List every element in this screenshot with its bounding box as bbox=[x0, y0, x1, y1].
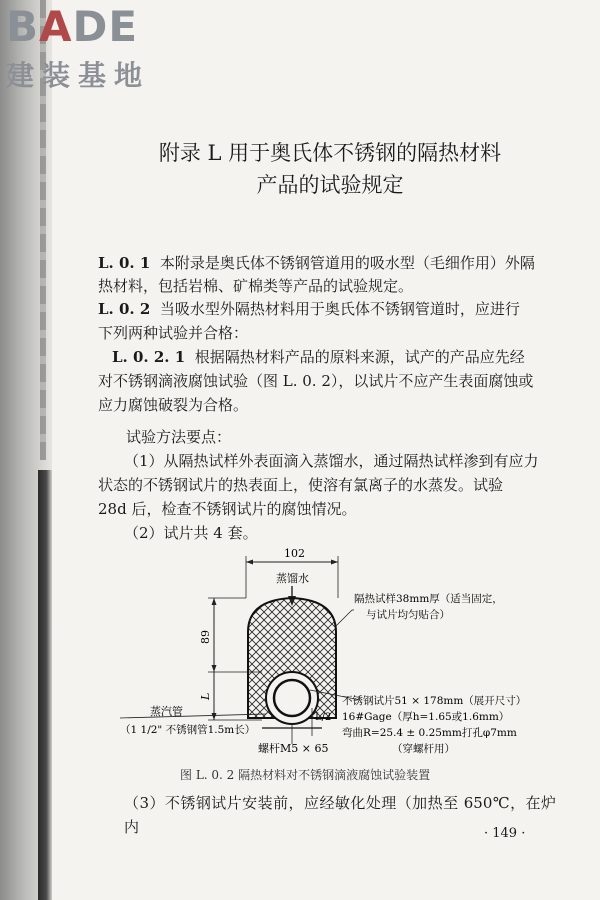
watermark-logo bbox=[6, 2, 151, 94]
dim-width-label: 102 bbox=[284, 547, 305, 560]
method-item1-line3: 28d 后，检查不锈钢试片的腐蚀情况。 bbox=[98, 500, 357, 518]
method-item1-line2: 状态的不锈钢试片的热表面上，使溶有氯离子的水蒸发。试验 bbox=[98, 476, 504, 494]
logo-latin: BADE bbox=[6, 2, 139, 51]
dim-l2-label: L/2 bbox=[315, 712, 332, 723]
dim-l-label: L bbox=[199, 692, 212, 700]
method-item1-line1: （1）从隔热试样外表面滴入蒸馏水，通过隔热试样渗到有应力 bbox=[124, 452, 539, 470]
para-l021-line2: 对不锈钢滴液腐蚀试验（图 L. 0. 2），以试片不应产生表面腐蚀或 bbox=[98, 372, 534, 390]
logo-chinese: 建装基地 bbox=[6, 59, 151, 92]
appendix-title-line2: 产品的试验规定 bbox=[256, 173, 404, 197]
label-steam-pipe-line1: 蒸汽管 bbox=[150, 705, 183, 718]
method-item3: （3）不锈钢试片安装前，应经敏化处理（加热至 650℃，在炉内 bbox=[124, 794, 556, 836]
appendix-title-line1: 附录 L 用于奥氏体不锈钢的隔热材料 bbox=[158, 141, 502, 165]
method-heading: 试验方法要点： bbox=[126, 428, 232, 446]
para-l01-line2: 热材料，包括岩棉、矿棉类等产品的试验规定。 bbox=[98, 277, 414, 295]
figure-caption: 图 L. 0. 2 隔热材料对不锈钢滴液腐蚀试验装置 bbox=[180, 768, 431, 782]
label-plate-line2: 16#Gage（厚h=1.65或1.6mm） bbox=[342, 711, 510, 723]
label-plate-line3: 弯曲R=25.4 ± 0.25mm打孔φ7mm bbox=[342, 727, 517, 739]
steam-pipe bbox=[274, 680, 310, 716]
label-bolt: 螺杆M5 × 65 bbox=[258, 742, 329, 755]
para-l01-line1: L. 0. 1 本附录是奥氏体不锈钢管道用的吸水型（毛细作用）外隔 bbox=[98, 254, 535, 272]
label-distilled-water: 蒸馏水 bbox=[276, 572, 309, 585]
label-steam-pipe-line2: （1 1/2" 不锈钢管1.5m长） bbox=[120, 724, 256, 736]
dim-height-label: 89 bbox=[199, 630, 212, 644]
method-item2: （2）试片共 4 套。 bbox=[124, 524, 258, 542]
para-l02-line2: 下列两种试验并合格： bbox=[98, 324, 249, 342]
para-l02-line1: L. 0. 2 当吸水型外隔热材料用于奥氏体不锈钢管道时，应进行 bbox=[98, 300, 520, 318]
para-l021-line3: 应力腐蚀破裂为合格。 bbox=[98, 396, 249, 414]
para-l021-line1: L. 0. 2. 1 根据隔热材料产品的原料来源，试产的产品应先经 bbox=[112, 348, 525, 366]
label-sample-line2: 与试片均匀贴合） bbox=[366, 609, 450, 621]
label-sample-line1: 隔热试样38mm厚（适当固定， bbox=[354, 593, 503, 605]
corrosion-test-figure bbox=[0, 540, 600, 770]
page-number: · 149 · bbox=[484, 826, 526, 841]
label-plate-line4: （穿螺杆用） bbox=[392, 743, 455, 755]
label-plate-line1: 不锈钢试片51 × 178mm（展开尺寸） bbox=[342, 695, 527, 707]
